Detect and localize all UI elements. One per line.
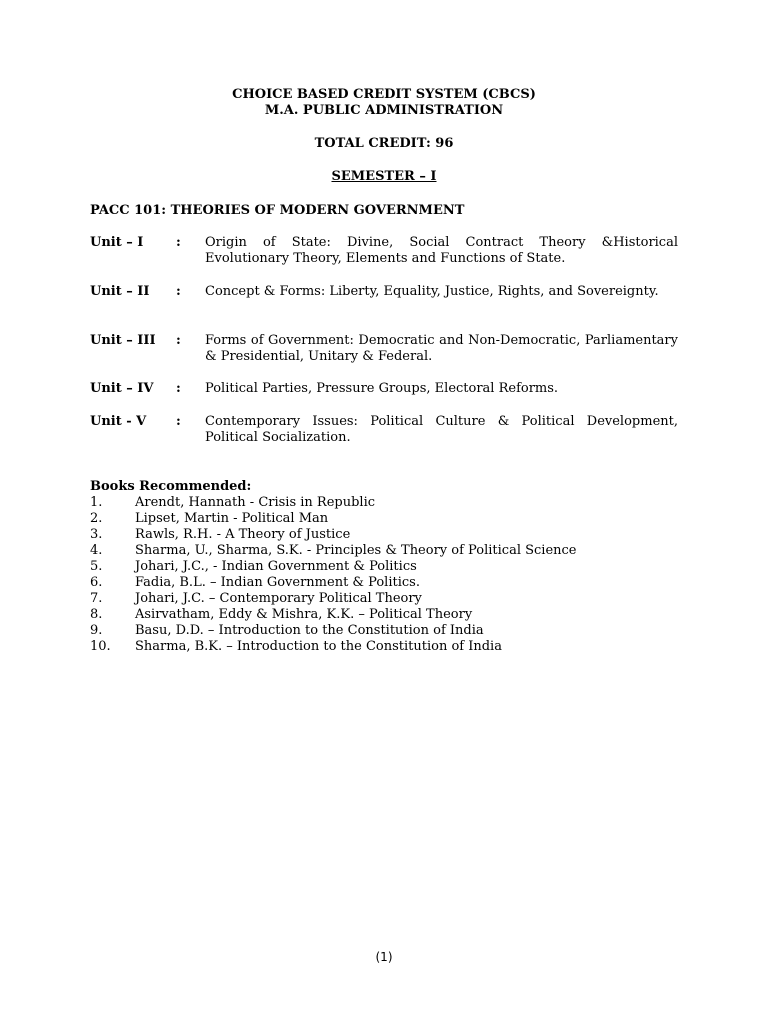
- list-item-text: Basu, D.D. – Introduction to the Constitution of India: [135, 623, 484, 638]
- list-item-number: 5.: [90, 559, 103, 574]
- list-item: [90, 607, 690, 623]
- list-item-number: 8.: [90, 607, 103, 622]
- header-line-cbcs: CHOICE BASED CREDIT SYSTEM (CBCS): [232, 87, 536, 102]
- list-item: [90, 511, 690, 527]
- list-item-text: Arendt, Hannath - Crisis in Republic: [135, 495, 376, 510]
- list-item-number: 7.: [90, 591, 103, 606]
- unit-description: Origin of State: Divine, Social Contract Theory &Historical Evolutionary Theory, Elements and Functions of State.: [205, 235, 678, 266]
- list-item-number: 3.: [90, 527, 103, 542]
- header-line-program: M.A. PUBLIC ADMINISTRATION: [264, 103, 504, 118]
- list-item-number: 10.: [90, 639, 111, 654]
- books-heading: Books Recommended:: [90, 479, 252, 494]
- list-item: [90, 559, 690, 575]
- list-item-text: Rawls, R.H. - A Theory of Justice: [135, 527, 351, 542]
- unit-label: Unit – III: [90, 333, 156, 348]
- semester-heading: [0, 168, 768, 185]
- unit-label: Unit – I: [90, 235, 144, 250]
- unit-description: Forms of Government: Democratic and Non-Democratic, Parliamentary & Presidential, Unitary & Federal.: [205, 333, 678, 364]
- unit-colon: :: [176, 333, 181, 348]
- list-item: [90, 623, 690, 639]
- unit-colon: :: [176, 235, 181, 250]
- unit-description: Contemporary Issues: Political Culture & Political Development, Political Socialization.: [205, 414, 678, 445]
- list-item: [90, 575, 690, 591]
- unit-description: Political Parties, Pressure Groups, Electoral Reforms.: [205, 381, 559, 396]
- list-item-text: Johari, J.C., - Indian Government & Politics: [135, 559, 417, 574]
- unit-description: Concept & Forms: Liberty, Equality, Justice, Rights, and Sovereignty.: [205, 284, 659, 299]
- total-credit: TOTAL CREDIT: 96: [314, 136, 454, 151]
- unit-colon: :: [176, 381, 181, 396]
- unit-colon: :: [176, 284, 181, 299]
- list-item: [90, 543, 690, 559]
- list-item: [90, 527, 690, 543]
- unit-label: Unit – II: [90, 284, 150, 299]
- list-item-text: Sharma, B.K. – Introduction to the Constitution of India: [135, 639, 502, 654]
- list-item-text: Fadia, B.L. – Indian Government & Politics.: [135, 575, 420, 590]
- list-item: [90, 591, 690, 607]
- list-item-number: 6.: [90, 575, 103, 590]
- book-list: [90, 495, 690, 655]
- unit-label: Unit – IV: [90, 381, 154, 396]
- list-item-text: Lipset, Martin - Political Man: [135, 511, 329, 526]
- list-item-number: 2.: [90, 511, 103, 526]
- list-item-number: 9.: [90, 623, 103, 638]
- list-item-text: Sharma, U., Sharma, S.K. - Principles & Theory of Political Science: [135, 543, 577, 558]
- page-number: (1): [375, 950, 393, 964]
- list-item: [90, 639, 690, 655]
- list-item-text: Asirvatham, Eddy & Mishra, K.K. – Political Theory: [135, 607, 473, 622]
- list-item-number: 4.: [90, 543, 103, 558]
- unit-colon: :: [176, 414, 181, 429]
- list-item-number: 1.: [90, 495, 103, 510]
- unit-label: Unit - V: [90, 414, 147, 429]
- list-item-text: Johari, J.C. – Contemporary Political Theory: [135, 591, 422, 606]
- paper-title: PACC 101: THEORIES OF MODERN GOVERNMENT: [90, 203, 465, 218]
- list-item: [90, 495, 690, 511]
- semester-heading-text: SEMESTER – I: [331, 169, 437, 184]
